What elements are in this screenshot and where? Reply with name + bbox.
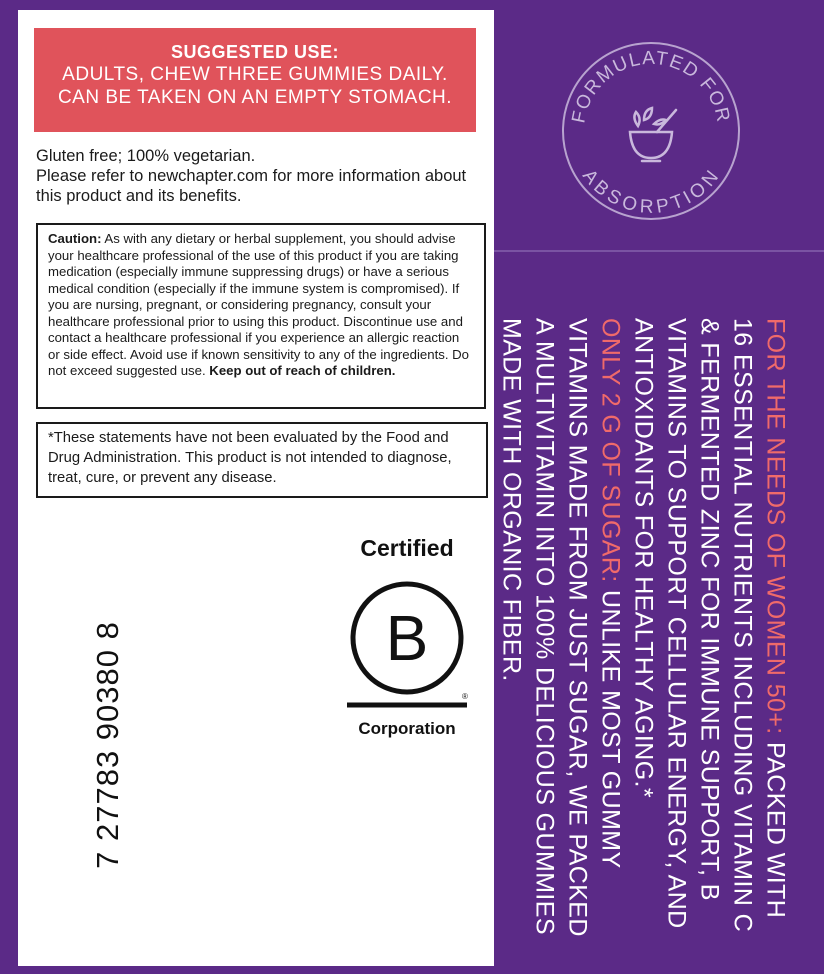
suggested-use-line-2: CAN BE TAKEN ON AN EMPTY STOMACH. [57,87,453,108]
suggested-use-box [34,28,476,132]
women-50-text: PACKED WITH 16 ESSENTIAL NUTRIENTS INCLUDING VITAMIN C & FERMENTED ZINC FOR IMMUNE SUPPORT, B VITAMINS TO SUPPORT CELLULAR ENERGY, AND ANTIOXIDANTS FOR HEALTHY AGING.* [629,318,790,933]
fda-disclaimer-text: *These statements have not been evaluated by the Food and Drug Administration. This product is not intended to diagnose, treat, cure, or prevent any disease. [48,430,452,486]
barcode-number: 7 27783 90380 8 [90,621,125,869]
caution-text: As with any dietary or herbal supplement, you should advise your healthcare professional of the use of this product if you are taking medication (especially immune suppressing drugs) or have a serious medical condition (especially if the immune system is compromised). If you are nursing, pregnant, or considering pregnancy, consult your healthcare professional prior to using this product. Discontinue use and contact a healthcare professional if you experience an allergic reaction or side effect. Avoid use if known sensitivity to any of the ingredients. Do not exceed suggested use. [48,231,470,378]
seal-top-text: FORMULATED FOR [568,47,734,125]
suggested-use-line-1: ADULTS, CHEW THREE GUMMIES DAILY. [62,64,448,85]
gluten-free-text: Gluten free; 100% vegetarian. [36,147,256,165]
bcorp-corporation-text: Corporation [358,719,456,738]
suggested-use-title: SUGGESTED USE: [170,42,340,62]
women-50-paragraph [627,318,792,954]
sugar-text: UNLIKE MOST GUMMY VITAMINS MADE FROM JUST SUGAR, WE PACKED A MULTIVITAMIN INTO 100% DELICIOUS GUMMIES MADE WITH ORGANIC FIBER. [497,318,625,937]
bcorp-emblem-icon [344,535,470,715]
refer-website-text: Please refer to newchapter.com for more information about this product and its benefits. [36,167,467,205]
mortar-pestle-icon [630,108,676,161]
bcorp-letter: B [385,602,429,674]
sugar-highlight: ONLY 2 G OF SUGAR: [596,318,625,583]
right-panel-divider [494,250,824,252]
svg-text:ABSORPTION [578,166,724,218]
right-panel-vertical-copy [495,318,792,954]
caution-label: Caution: [48,231,102,246]
certified-b-corporation-logo [344,535,470,745]
bcorp-certified-text: Certified [360,535,454,561]
women-50-highlight: FOR THE NEEDS OF WOMEN 50+: [761,318,790,735]
keep-out-of-reach-text: Keep out of reach of children. [209,363,396,378]
white-label-panel [18,10,494,966]
product-info [36,146,480,206]
formulated-for-absorption-seal [560,40,742,222]
fda-disclaimer-box [36,422,488,498]
registered-mark: ® [462,692,468,701]
sugar-paragraph [495,318,627,954]
seal-bottom-text: ABSORPTION [578,165,724,219]
caution-box [36,223,486,409]
